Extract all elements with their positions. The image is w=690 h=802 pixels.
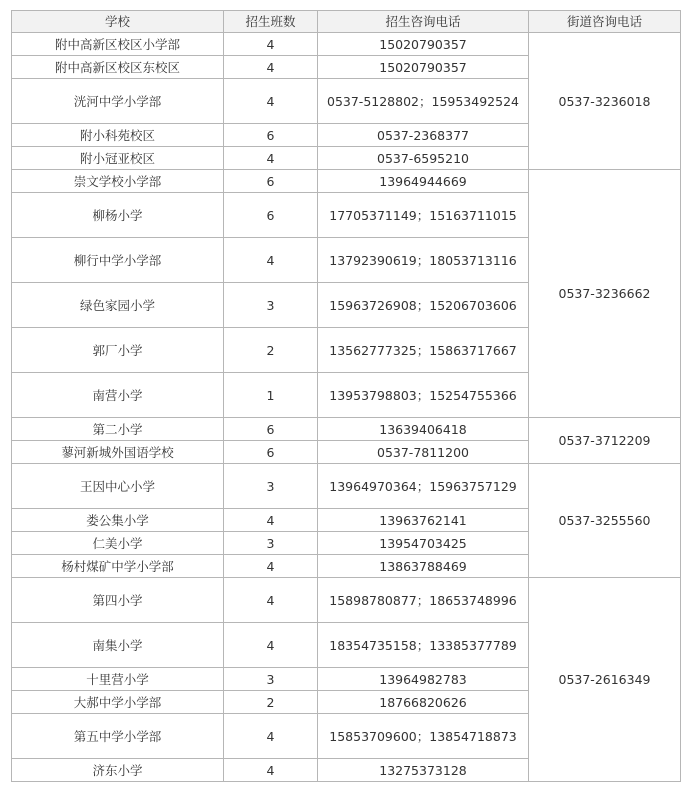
table-row — [12, 578, 681, 623]
street-phone-cell: 0537-3712209 — [529, 418, 681, 464]
phone-cell — [318, 328, 529, 373]
phone-cell — [318, 441, 529, 464]
school-cell: 南营小学 — [12, 373, 224, 418]
phone-cell — [318, 79, 529, 124]
phone-text: 13639406418 — [379, 421, 467, 437]
phone-text: 13963762141 — [379, 512, 467, 528]
classes-cell: 4 — [224, 79, 318, 124]
header-classes: 招生班数 — [224, 11, 318, 33]
classes-cell: 2 — [224, 691, 318, 714]
phone-text: 17705371149；15163711015 — [329, 207, 517, 223]
phone-text: 0537-6595210 — [377, 150, 469, 166]
school-cell: 济东小学 — [12, 759, 224, 782]
classes-cell: 6 — [224, 170, 318, 193]
street-phone-cell: 0537-2616349 — [529, 578, 681, 782]
school-cell: 郭厂小学 — [12, 328, 224, 373]
phone-cell — [318, 124, 529, 147]
phone-text: 13964982783 — [379, 671, 467, 687]
phone-cell — [318, 56, 529, 79]
phone-text: 15853709600；13854718873 — [329, 728, 517, 744]
street-phone-cell: 0537-3236662 — [529, 170, 681, 418]
school-cell: 第五中学小学部 — [12, 714, 224, 759]
classes-cell: 4 — [224, 56, 318, 79]
school-cell: 南集小学 — [12, 623, 224, 668]
phone-text: 13863788469 — [379, 558, 467, 574]
phone-cell — [318, 283, 529, 328]
table-row — [12, 418, 681, 441]
header-street-phone: 街道咨询电话 — [529, 11, 681, 33]
phone-cell — [318, 238, 529, 283]
phone-text: 0537-7811200 — [377, 444, 469, 460]
classes-cell: 3 — [224, 283, 318, 328]
phone-cell — [318, 464, 529, 509]
classes-cell: 6 — [224, 418, 318, 441]
classes-cell: 3 — [224, 532, 318, 555]
school-cell: 王因中心小学 — [12, 464, 224, 509]
phone-cell — [318, 193, 529, 238]
phone-text: 13562777325；15863717667 — [329, 342, 517, 358]
classes-cell: 4 — [224, 759, 318, 782]
school-cell: 十里营小学 — [12, 668, 224, 691]
classes-cell: 4 — [224, 578, 318, 623]
school-cell: 第四小学 — [12, 578, 224, 623]
school-cell: 娄公集小学 — [12, 509, 224, 532]
classes-cell: 4 — [224, 147, 318, 170]
header-phone: 招生咨询电话 — [318, 11, 529, 33]
school-cell: 附中高新区校区小学部 — [12, 33, 224, 56]
phone-text: 15963726908；15206703606 — [329, 297, 517, 313]
classes-cell: 6 — [224, 441, 318, 464]
phone-cell — [318, 33, 529, 56]
classes-cell: 6 — [224, 124, 318, 147]
school-cell: 柳行中学小学部 — [12, 238, 224, 283]
phone-text: 15020790357 — [379, 36, 467, 52]
phone-cell — [318, 555, 529, 578]
phone-text: 15020790357 — [379, 59, 467, 75]
school-cell: 仁美小学 — [12, 532, 224, 555]
phone-text: 13275373128 — [379, 762, 467, 778]
classes-cell: 4 — [224, 33, 318, 56]
school-cell: 第二小学 — [12, 418, 224, 441]
admissions-table — [11, 10, 681, 782]
header-school: 学校 — [12, 11, 224, 33]
school-cell: 附小科苑校区 — [12, 124, 224, 147]
phone-cell — [318, 691, 529, 714]
phone-text: 13953798803；15254755366 — [329, 387, 517, 403]
school-cell: 崇文学校小学部 — [12, 170, 224, 193]
school-cell: 附中高新区校区东校区 — [12, 56, 224, 79]
classes-cell: 4 — [224, 509, 318, 532]
phone-cell — [318, 418, 529, 441]
school-cell: 杨村煤矿中学小学部 — [12, 555, 224, 578]
school-cell: 绿色家园小学 — [12, 283, 224, 328]
phone-cell — [318, 714, 529, 759]
phone-cell — [318, 623, 529, 668]
school-cell: 蓼河新城外国语学校 — [12, 441, 224, 464]
table-row — [12, 170, 681, 193]
classes-cell: 3 — [224, 464, 318, 509]
phone-cell — [318, 147, 529, 170]
phone-text: 13964970364；15963757129 — [329, 478, 517, 494]
phone-text: 13964944669 — [379, 173, 467, 189]
phone-cell — [318, 373, 529, 418]
phone-cell — [318, 532, 529, 555]
classes-cell: 6 — [224, 193, 318, 238]
phone-cell — [318, 759, 529, 782]
school-cell: 柳杨小学 — [12, 193, 224, 238]
phone-text: 18354735158；13385377789 — [329, 637, 517, 653]
classes-cell: 3 — [224, 668, 318, 691]
phone-text: 0537-2368377 — [377, 127, 469, 143]
phone-text: 18766820626 — [379, 694, 467, 710]
classes-cell: 4 — [224, 714, 318, 759]
classes-cell: 4 — [224, 238, 318, 283]
phone-cell — [318, 668, 529, 691]
phone-cell — [318, 578, 529, 623]
classes-cell: 4 — [224, 623, 318, 668]
phone-cell — [318, 509, 529, 532]
school-cell: 附小冠亚校区 — [12, 147, 224, 170]
school-cell: 洸河中学小学部 — [12, 79, 224, 124]
table-row — [12, 464, 681, 509]
phone-text: 13954703425 — [379, 535, 467, 551]
phone-text: 0537-5128802；15953492524 — [327, 93, 519, 109]
phone-cell — [318, 170, 529, 193]
classes-cell: 1 — [224, 373, 318, 418]
phone-text: 15898780877；18653748996 — [329, 592, 517, 608]
table-header-row — [12, 11, 681, 33]
street-phone-cell: 0537-3236018 — [529, 33, 681, 170]
street-phone-cell: 0537-3255560 — [529, 464, 681, 578]
classes-cell: 4 — [224, 555, 318, 578]
phone-text: 13792390619；18053713116 — [329, 252, 517, 268]
classes-cell: 2 — [224, 328, 318, 373]
school-cell: 大郝中学小学部 — [12, 691, 224, 714]
table-row — [12, 33, 681, 56]
table-body — [12, 33, 681, 782]
